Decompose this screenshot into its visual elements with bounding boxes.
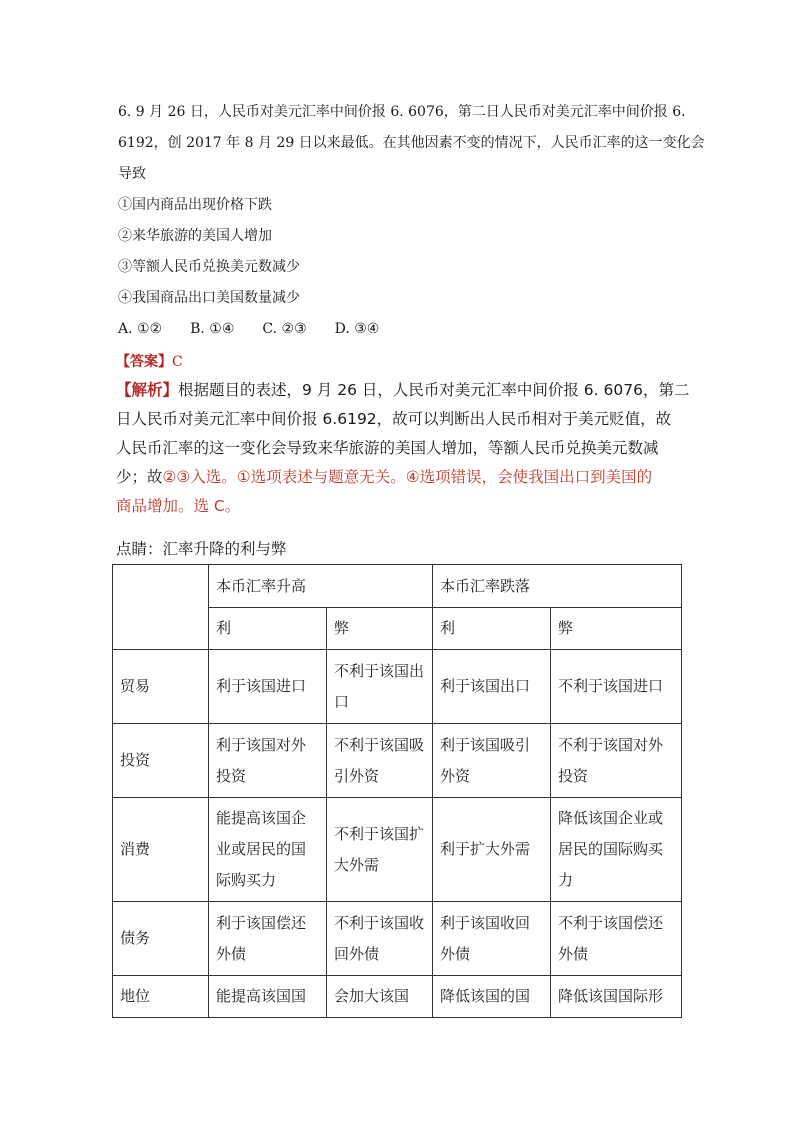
subheader-con: 弊 — [551, 608, 682, 650]
table-cell: 降低该国国际形 — [551, 976, 682, 1018]
question-line: 导致 — [118, 166, 146, 182]
table-cell: 不利于该国出口 — [327, 650, 433, 724]
answer-choices: A. ①② B. ①④ C. ②③ D. ③④ — [118, 321, 380, 337]
table-cell: 降低该国的国 — [433, 976, 551, 1018]
analysis-text: 人民币汇率的这一变化会导致来华旅游的美国人增加，等额人民币兑换美元数减 — [116, 439, 659, 457]
answer-label: 【答案】 — [116, 354, 172, 370]
table-corner-cell — [113, 565, 209, 650]
table-cell: 利于该国进口 — [209, 650, 327, 724]
table-cell: 会加大该国 — [327, 976, 433, 1018]
table-cell: 利于该国吸引外资 — [433, 724, 551, 798]
row-label: 消费 — [113, 798, 209, 902]
table-row — [113, 724, 682, 798]
table-cell: 不利于该国吸引外资 — [327, 724, 433, 798]
option-4: ④我国商品出口美国数量减少 — [118, 290, 300, 306]
header-appreciation: 本币汇率升高 — [209, 565, 433, 608]
analysis-text: 少；故 — [116, 468, 163, 486]
analysis-highlight: ②③入选。①选项表述与题意无关。④选项错误，会使我国出口到美国的 — [162, 468, 653, 486]
table-cell: 降低该国企业或居民的国际购买力 — [551, 798, 682, 902]
row-label: 投资 — [113, 724, 209, 798]
table-cell: 不利于该国扩大外需 — [327, 798, 433, 902]
table-cell: 不利于该国对外投资 — [551, 724, 682, 798]
table-row — [113, 976, 682, 1018]
option-1: ①国内商品出现价格下跌 — [118, 197, 272, 213]
answer-value: C — [172, 354, 183, 370]
table-row — [113, 650, 682, 724]
question-block — [118, 97, 705, 345]
table-cell: 不利于该国进口 — [551, 650, 682, 724]
option-3: ③等额人民币兑换美元数减少 — [118, 259, 300, 275]
table-cell: 能提高该国国 — [209, 976, 327, 1018]
row-label: 贸易 — [113, 650, 209, 724]
question-line: 6. 9 月 26 日，人民币对美元汇率中间价报 6. 6076，第二日人民币对美元汇率中间价报 6. — [118, 104, 686, 120]
exchange-rate-table — [112, 564, 682, 1018]
table-cell: 不利于该国收回外债 — [327, 902, 433, 976]
header-depreciation: 本币汇率跌落 — [433, 565, 682, 608]
table-cell: 能提高该国企业或居民的国际购买力 — [209, 798, 327, 902]
option-2: ②来华旅游的美国人增加 — [118, 228, 272, 244]
analysis-text: 日人民币对美元汇率中间价报 6.6192，故可以判断出人民币相对于美元贬值，故 — [116, 410, 672, 428]
subheader-con: 弊 — [327, 608, 433, 650]
table-cell: 不利于该国偿还外债 — [551, 902, 682, 976]
subheader-pro: 利 — [433, 608, 551, 650]
question-line: 6192，创 2017 年 8 月 29 日以来最低。在其他因素不变的情况下，人民币汇率的这一变化会 — [118, 135, 705, 151]
table-cell: 利于该国偿还外债 — [209, 902, 327, 976]
analysis-block — [116, 376, 690, 521]
subheader-pro: 利 — [209, 608, 327, 650]
answer-line — [116, 349, 183, 375]
table-row — [113, 798, 682, 902]
table-cell: 利于扩大外需 — [433, 798, 551, 902]
analysis-highlight: 商品增加。选 C。 — [116, 497, 241, 515]
analysis-label: 【解析】 — [116, 381, 179, 399]
row-label: 地位 — [113, 976, 209, 1018]
row-label: 债务 — [113, 902, 209, 976]
analysis-text: 根据题目的表述，9 月 26 日，人民币对美元汇率中间价报 6. 6076，第二 — [178, 381, 690, 399]
table-cell: 利于该国出口 — [433, 650, 551, 724]
table-cell: 利于该国收回外债 — [433, 902, 551, 976]
table-row — [113, 902, 682, 976]
table-cell: 利于该国对外投资 — [209, 724, 327, 798]
note-title: 点睛：汇率升降的利与弊 — [116, 540, 287, 558]
